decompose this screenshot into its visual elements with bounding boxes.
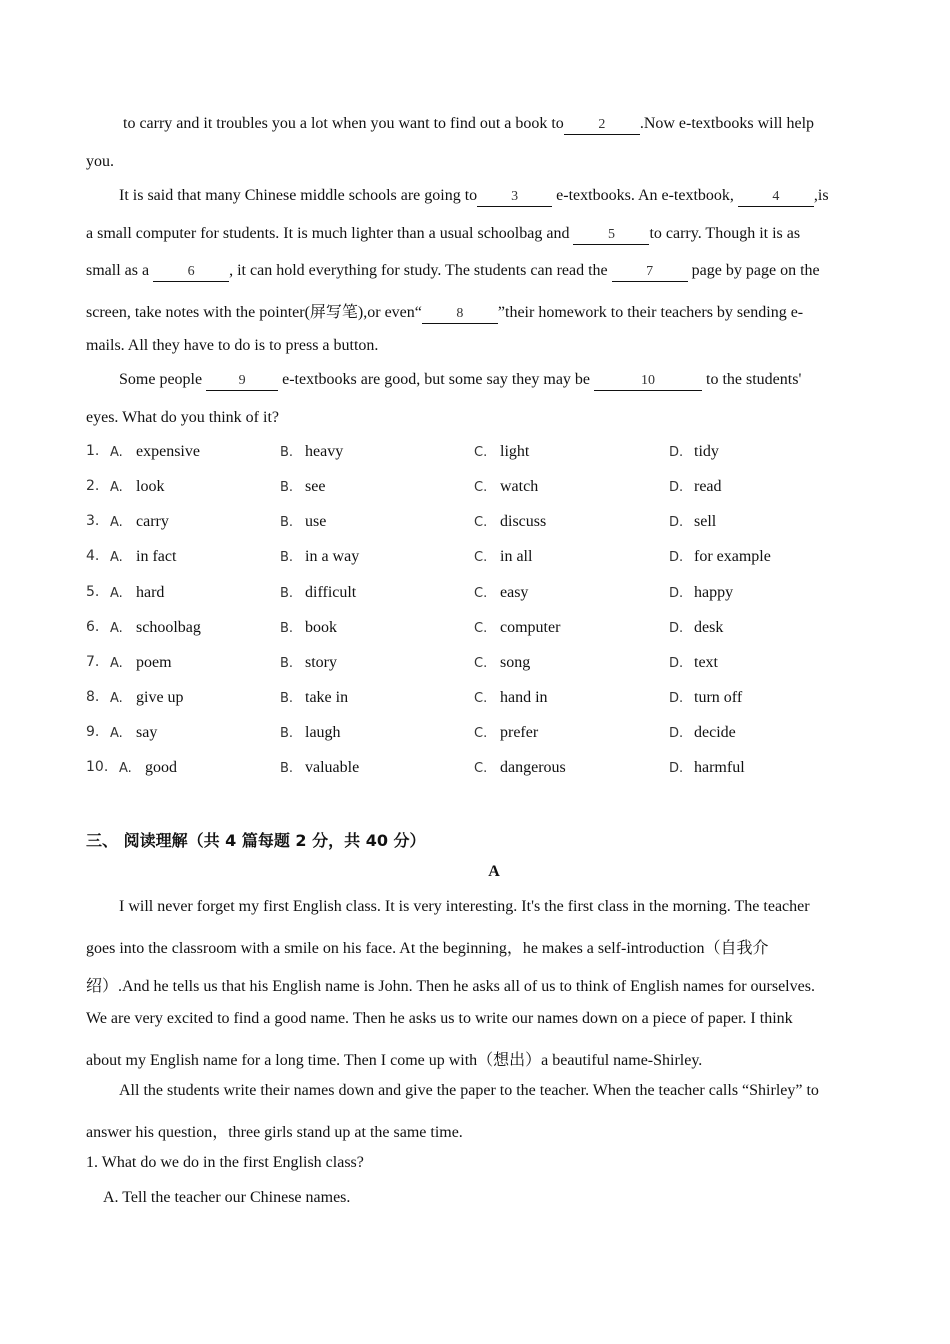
passage-text: to carry and it troubles you a lot when you want to find out a book to bbox=[123, 115, 564, 132]
option-b[interactable]: difficult bbox=[305, 584, 357, 601]
blank-8: 8 bbox=[422, 305, 498, 324]
reading-line: I will never forget my first English class. It is very interesting. It's the first class in the morning. The teacher bbox=[119, 898, 810, 915]
option-c[interactable]: song bbox=[500, 654, 531, 671]
option-letter-b: B. bbox=[280, 761, 294, 776]
option-c[interactable]: in all bbox=[500, 548, 533, 565]
option-b[interactable]: laugh bbox=[305, 724, 341, 741]
option-letter-d: D. bbox=[669, 480, 684, 495]
option-letter-a: A. bbox=[110, 550, 123, 565]
passage-text: ,is bbox=[813, 187, 829, 204]
option-a[interactable]: look bbox=[136, 478, 165, 495]
blank-4: 4 bbox=[738, 188, 814, 207]
option-letter-b: B. bbox=[280, 691, 294, 706]
option-a[interactable]: say bbox=[136, 724, 158, 741]
option-letter-d: D. bbox=[669, 586, 684, 601]
question-number: 7. bbox=[86, 654, 100, 670]
option-b[interactable]: take in bbox=[305, 689, 349, 706]
question-1 bbox=[86, 1154, 364, 1172]
option-b[interactable]: use bbox=[305, 513, 327, 530]
passage-text: It is said that many Chinese middle schools are going to bbox=[119, 187, 478, 204]
reading-text: 绍）.And he tells us that his English name is John. Then he asks all of us to think of English names for ourselves. bbox=[86, 978, 815, 995]
option-letter-d: D. bbox=[669, 515, 684, 530]
reading-text: goes into the classroom with a smile on his face. At the beginning，he makes a self-introduction（自我介 bbox=[86, 940, 769, 957]
option-row bbox=[86, 619, 846, 639]
option-letter-c: C. bbox=[474, 761, 488, 776]
blank-9: 9 bbox=[206, 372, 278, 391]
option-letter-a: A. bbox=[110, 656, 123, 671]
passage-text: to carry. Though it is as bbox=[649, 225, 801, 242]
question-number: 6. bbox=[86, 619, 100, 635]
option-d[interactable]: turn off bbox=[694, 689, 743, 706]
option-d[interactable]: happy bbox=[694, 584, 734, 601]
reading-line: We are very excited to find a good name. Then he asks us to write our names down on a piece of paper. I think bbox=[86, 1010, 793, 1027]
option-c[interactable]: easy bbox=[500, 584, 529, 601]
option-a[interactable]: poem bbox=[136, 654, 172, 671]
option-letter-c: C. bbox=[474, 480, 488, 495]
option-c[interactable]: watch bbox=[500, 478, 539, 495]
passage-line-3 bbox=[119, 187, 829, 207]
option-letter-a: A. bbox=[119, 761, 132, 776]
option-d[interactable]: read bbox=[694, 478, 722, 495]
passage-line-7 bbox=[86, 337, 378, 355]
option-letter-b: B. bbox=[280, 621, 294, 636]
reading-line bbox=[86, 1047, 702, 1070]
option-a[interactable]: schoolbag bbox=[136, 619, 201, 636]
option-letter-d: D. bbox=[669, 656, 684, 671]
option-row bbox=[86, 584, 846, 604]
option-letter-a: A. bbox=[110, 691, 123, 706]
option-letter-c: C. bbox=[474, 550, 488, 565]
option-row bbox=[86, 689, 846, 709]
passage-text: e-textbooks are good, but some say they may be bbox=[282, 371, 591, 388]
passage-text: page by page on the bbox=[691, 262, 820, 279]
passage-text: .Now e-textbooks will help bbox=[639, 115, 815, 132]
option-c[interactable]: hand in bbox=[500, 689, 548, 706]
option-c[interactable]: light bbox=[500, 443, 530, 460]
passage-text: Some people bbox=[119, 371, 203, 388]
passage-text: you. bbox=[86, 153, 114, 170]
option-letter-d: D. bbox=[669, 726, 684, 741]
option-letter-c: C. bbox=[474, 515, 488, 530]
option-letter-c: C. bbox=[474, 691, 488, 706]
question-number: 1. bbox=[86, 443, 100, 459]
option-letter-d: D. bbox=[669, 691, 684, 706]
option-letter-b: B. bbox=[280, 515, 294, 530]
reading-line: answer his question，three girls stand up at the same time. bbox=[86, 1124, 463, 1141]
option-b[interactable]: valuable bbox=[305, 759, 360, 776]
option-d[interactable]: tidy bbox=[694, 443, 719, 460]
reading-line bbox=[86, 935, 769, 958]
blank-3: 3 bbox=[477, 188, 552, 207]
passage-text: mails. All they have to do is to press a button. bbox=[86, 337, 379, 354]
reading-line: All the students write their names down and give the paper to the teacher. When the teacher calls “Shirley” to bbox=[119, 1082, 819, 1099]
option-letter-c: C. bbox=[474, 621, 488, 636]
passage-text: screen, take notes with the pointer(屏写笔),or even“ bbox=[86, 304, 422, 321]
option-letter-a: A. bbox=[110, 621, 123, 636]
option-a[interactable]: give up bbox=[136, 689, 184, 706]
option-d[interactable]: harmful bbox=[694, 759, 745, 776]
passage-text: ”their homework to their teachers by sending e- bbox=[497, 304, 804, 321]
passage-text: a small computer for students. It is much lighter than a usual schoolbag and bbox=[86, 225, 570, 242]
option-letter-a: A. bbox=[110, 586, 123, 601]
option-d[interactable]: desk bbox=[694, 619, 724, 636]
option-letter-a: A. bbox=[110, 515, 123, 530]
question-1-option-a[interactable] bbox=[103, 1189, 350, 1207]
option-letter-c: C. bbox=[474, 445, 488, 460]
passage-text: eyes. What do you think of it? bbox=[86, 409, 279, 426]
option-row bbox=[86, 513, 846, 533]
passage-line-4 bbox=[86, 225, 800, 245]
option-b[interactable]: book bbox=[305, 619, 337, 636]
passage-line-6 bbox=[86, 299, 803, 324]
option-d[interactable]: text bbox=[694, 654, 718, 671]
passage-text: small as a bbox=[86, 262, 150, 279]
blank-5: 5 bbox=[573, 226, 649, 245]
option-letter-d: D. bbox=[669, 621, 684, 636]
option-letter-b: B. bbox=[280, 445, 294, 460]
option-d[interactable]: decide bbox=[694, 724, 736, 741]
option-c[interactable]: prefer bbox=[500, 724, 539, 741]
option-a[interactable]: hard bbox=[136, 584, 165, 601]
option-a[interactable]: in fact bbox=[136, 548, 177, 565]
option-row bbox=[86, 478, 846, 498]
option-letter-d: D. bbox=[669, 445, 684, 460]
passage-line-8 bbox=[119, 371, 801, 391]
option-letter-d: D. bbox=[669, 761, 684, 776]
question-number: 10. bbox=[86, 759, 109, 775]
passage-text: to the students' bbox=[706, 371, 802, 388]
option-letter-b: B. bbox=[280, 550, 294, 565]
option-letter-d: D. bbox=[669, 550, 684, 565]
blank-6: 6 bbox=[153, 263, 229, 282]
option-b[interactable]: see bbox=[305, 478, 326, 495]
option-letter-a: A. bbox=[110, 726, 123, 741]
option-a[interactable]: carry bbox=[136, 513, 169, 530]
option-letter-c: C. bbox=[474, 656, 488, 671]
blank-7: 7 bbox=[612, 263, 688, 282]
reading-text: about my English name for a long time. Then I come up with（想出）a beautiful name-Shirley. bbox=[86, 1052, 703, 1069]
question-number: 2. bbox=[86, 478, 100, 494]
option-row bbox=[86, 443, 846, 463]
option-letter-c: C. bbox=[474, 726, 488, 741]
passage-label: A bbox=[488, 863, 500, 880]
question-number: 9. bbox=[86, 724, 100, 740]
question-number: 4. bbox=[86, 548, 100, 564]
question-text: 1. What do we do in the first English class? bbox=[86, 1154, 364, 1171]
option-letter-b: B. bbox=[280, 586, 294, 601]
option-row bbox=[86, 724, 846, 744]
blank-2: 2 bbox=[564, 116, 640, 135]
option-b[interactable]: in a way bbox=[305, 548, 360, 565]
passage-line-1 bbox=[123, 115, 814, 135]
reading-line bbox=[86, 973, 815, 996]
option-letter-a: A. bbox=[110, 445, 123, 460]
option-a[interactable]: expensive bbox=[136, 443, 200, 460]
passage-line-2 bbox=[86, 153, 114, 171]
question-number: 3. bbox=[86, 513, 100, 529]
passage-text: e-textbooks. An e-textbook, bbox=[556, 187, 734, 204]
option-c[interactable]: dangerous bbox=[500, 759, 566, 776]
option-b[interactable]: story bbox=[305, 654, 337, 671]
option-letter-b: B. bbox=[280, 656, 294, 671]
option-row bbox=[86, 654, 846, 674]
passage-line-5 bbox=[86, 262, 820, 282]
question-number: 8. bbox=[86, 689, 100, 705]
option-c[interactable]: discuss bbox=[500, 513, 547, 530]
option-row bbox=[86, 548, 846, 568]
question-number: 5. bbox=[86, 584, 100, 600]
option-row bbox=[86, 759, 846, 779]
option-text: A. Tell the teacher our Chinese names. bbox=[103, 1189, 351, 1206]
passage-line-9 bbox=[86, 409, 279, 427]
option-d[interactable]: for example bbox=[694, 548, 771, 565]
option-d[interactable]: sell bbox=[694, 513, 717, 530]
option-letter-a: A. bbox=[110, 480, 123, 495]
section-title: 三、 阅读理解（共 4 篇每题 2 分，共 40 分） bbox=[86, 831, 426, 850]
option-letter-c: C. bbox=[474, 586, 488, 601]
option-c[interactable]: computer bbox=[500, 619, 561, 636]
option-letter-b: B. bbox=[280, 726, 294, 741]
option-letter-b: B. bbox=[280, 480, 294, 495]
passage-text: , it can hold everything for study. The students can read the bbox=[229, 262, 608, 279]
option-b[interactable]: heavy bbox=[305, 443, 344, 460]
option-a[interactable]: good bbox=[145, 759, 177, 776]
blank-10: 10 bbox=[594, 372, 702, 391]
